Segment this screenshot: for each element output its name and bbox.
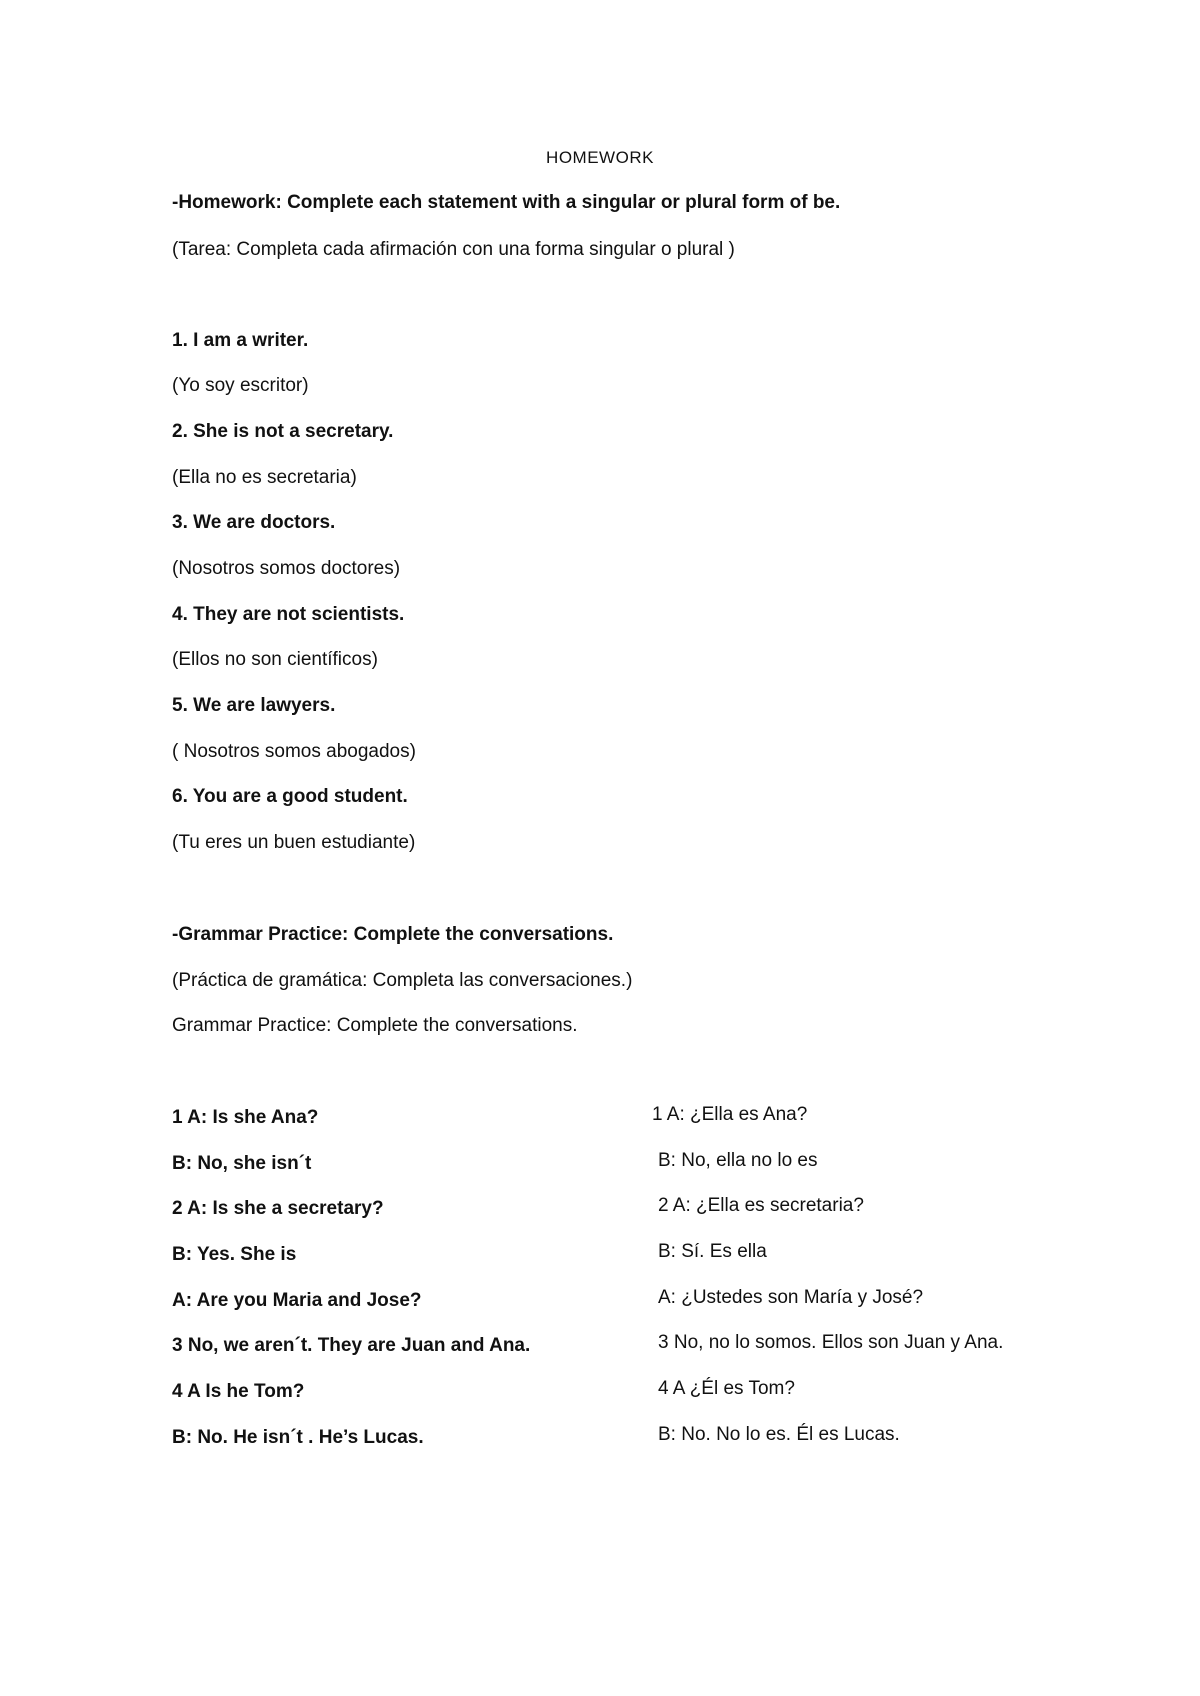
conversation-spanish: 4 A ¿Él es Tom? [658, 1378, 795, 1399]
statement-spanish: ( Nosotros somos abogados) [172, 741, 416, 762]
conversation-spanish: 1 A: ¿Ella es Ana? [652, 1104, 808, 1125]
conversation-spanish: 3 No, no lo somos. Ellos son Juan y Ana. [658, 1332, 1004, 1353]
instructions-translation: (Tarea: Completa cada afirmación con una forma singular o plural ) [172, 239, 735, 260]
conversation-spanish: B: Sí. Es ella [658, 1241, 767, 1262]
conversation-english: 3 No, we aren´t. They are Juan and Ana. [172, 1335, 531, 1356]
conversation-english: A: Are you Maria and Jose? [172, 1290, 422, 1311]
conversation-english: 1 A: Is she Ana? [172, 1107, 319, 1128]
conversation-spanish: B: No, ella no lo es [658, 1150, 818, 1171]
statement-spanish: (Ellos no son científicos) [172, 649, 378, 670]
conversation-english: 2 A: Is she a secretary? [172, 1198, 384, 1219]
instructions-heading: -Homework: Complete each statement with a singular or plural form of be. [172, 192, 841, 213]
statement-english: 6. You are a good student. [172, 786, 408, 807]
statement-spanish: (Ella no es secretaria) [172, 467, 357, 488]
grammar-translation: (Práctica de gramática: Completa las conversaciones.) [172, 970, 633, 991]
statement-spanish: (Yo soy escritor) [172, 375, 309, 396]
conversation-english: 4 A Is he Tom? [172, 1381, 305, 1402]
conversation-english: B: Yes. She is [172, 1244, 297, 1265]
conversation-spanish: 2 A: ¿Ella es secretaria? [658, 1195, 864, 1216]
conversation-english: B: No, she isn´t [172, 1153, 312, 1174]
document-title: HOMEWORK [546, 148, 654, 167]
statement-spanish: (Tu eres un buen estudiante) [172, 832, 416, 853]
statement-english: 5. We are lawyers. [172, 695, 336, 716]
conversation-spanish: A: ¿Ustedes son María y José? [658, 1287, 924, 1308]
conversation-spanish: B: No. No lo es. Él es Lucas. [658, 1424, 900, 1445]
statement-english: 1. I am a writer. [172, 330, 309, 351]
grammar-repeat: Grammar Practice: Complete the conversations. [172, 1015, 578, 1036]
grammar-heading: -Grammar Practice: Complete the conversations. [172, 924, 614, 945]
statement-spanish: (Nosotros somos doctores) [172, 558, 401, 579]
conversation-english: B: No. He isn´t . He’s Lucas. [172, 1427, 424, 1448]
statement-english: 3. We are doctors. [172, 512, 336, 533]
statement-english: 2. She is not a secretary. [172, 421, 394, 442]
statement-english: 4. They are not scientists. [172, 604, 405, 625]
